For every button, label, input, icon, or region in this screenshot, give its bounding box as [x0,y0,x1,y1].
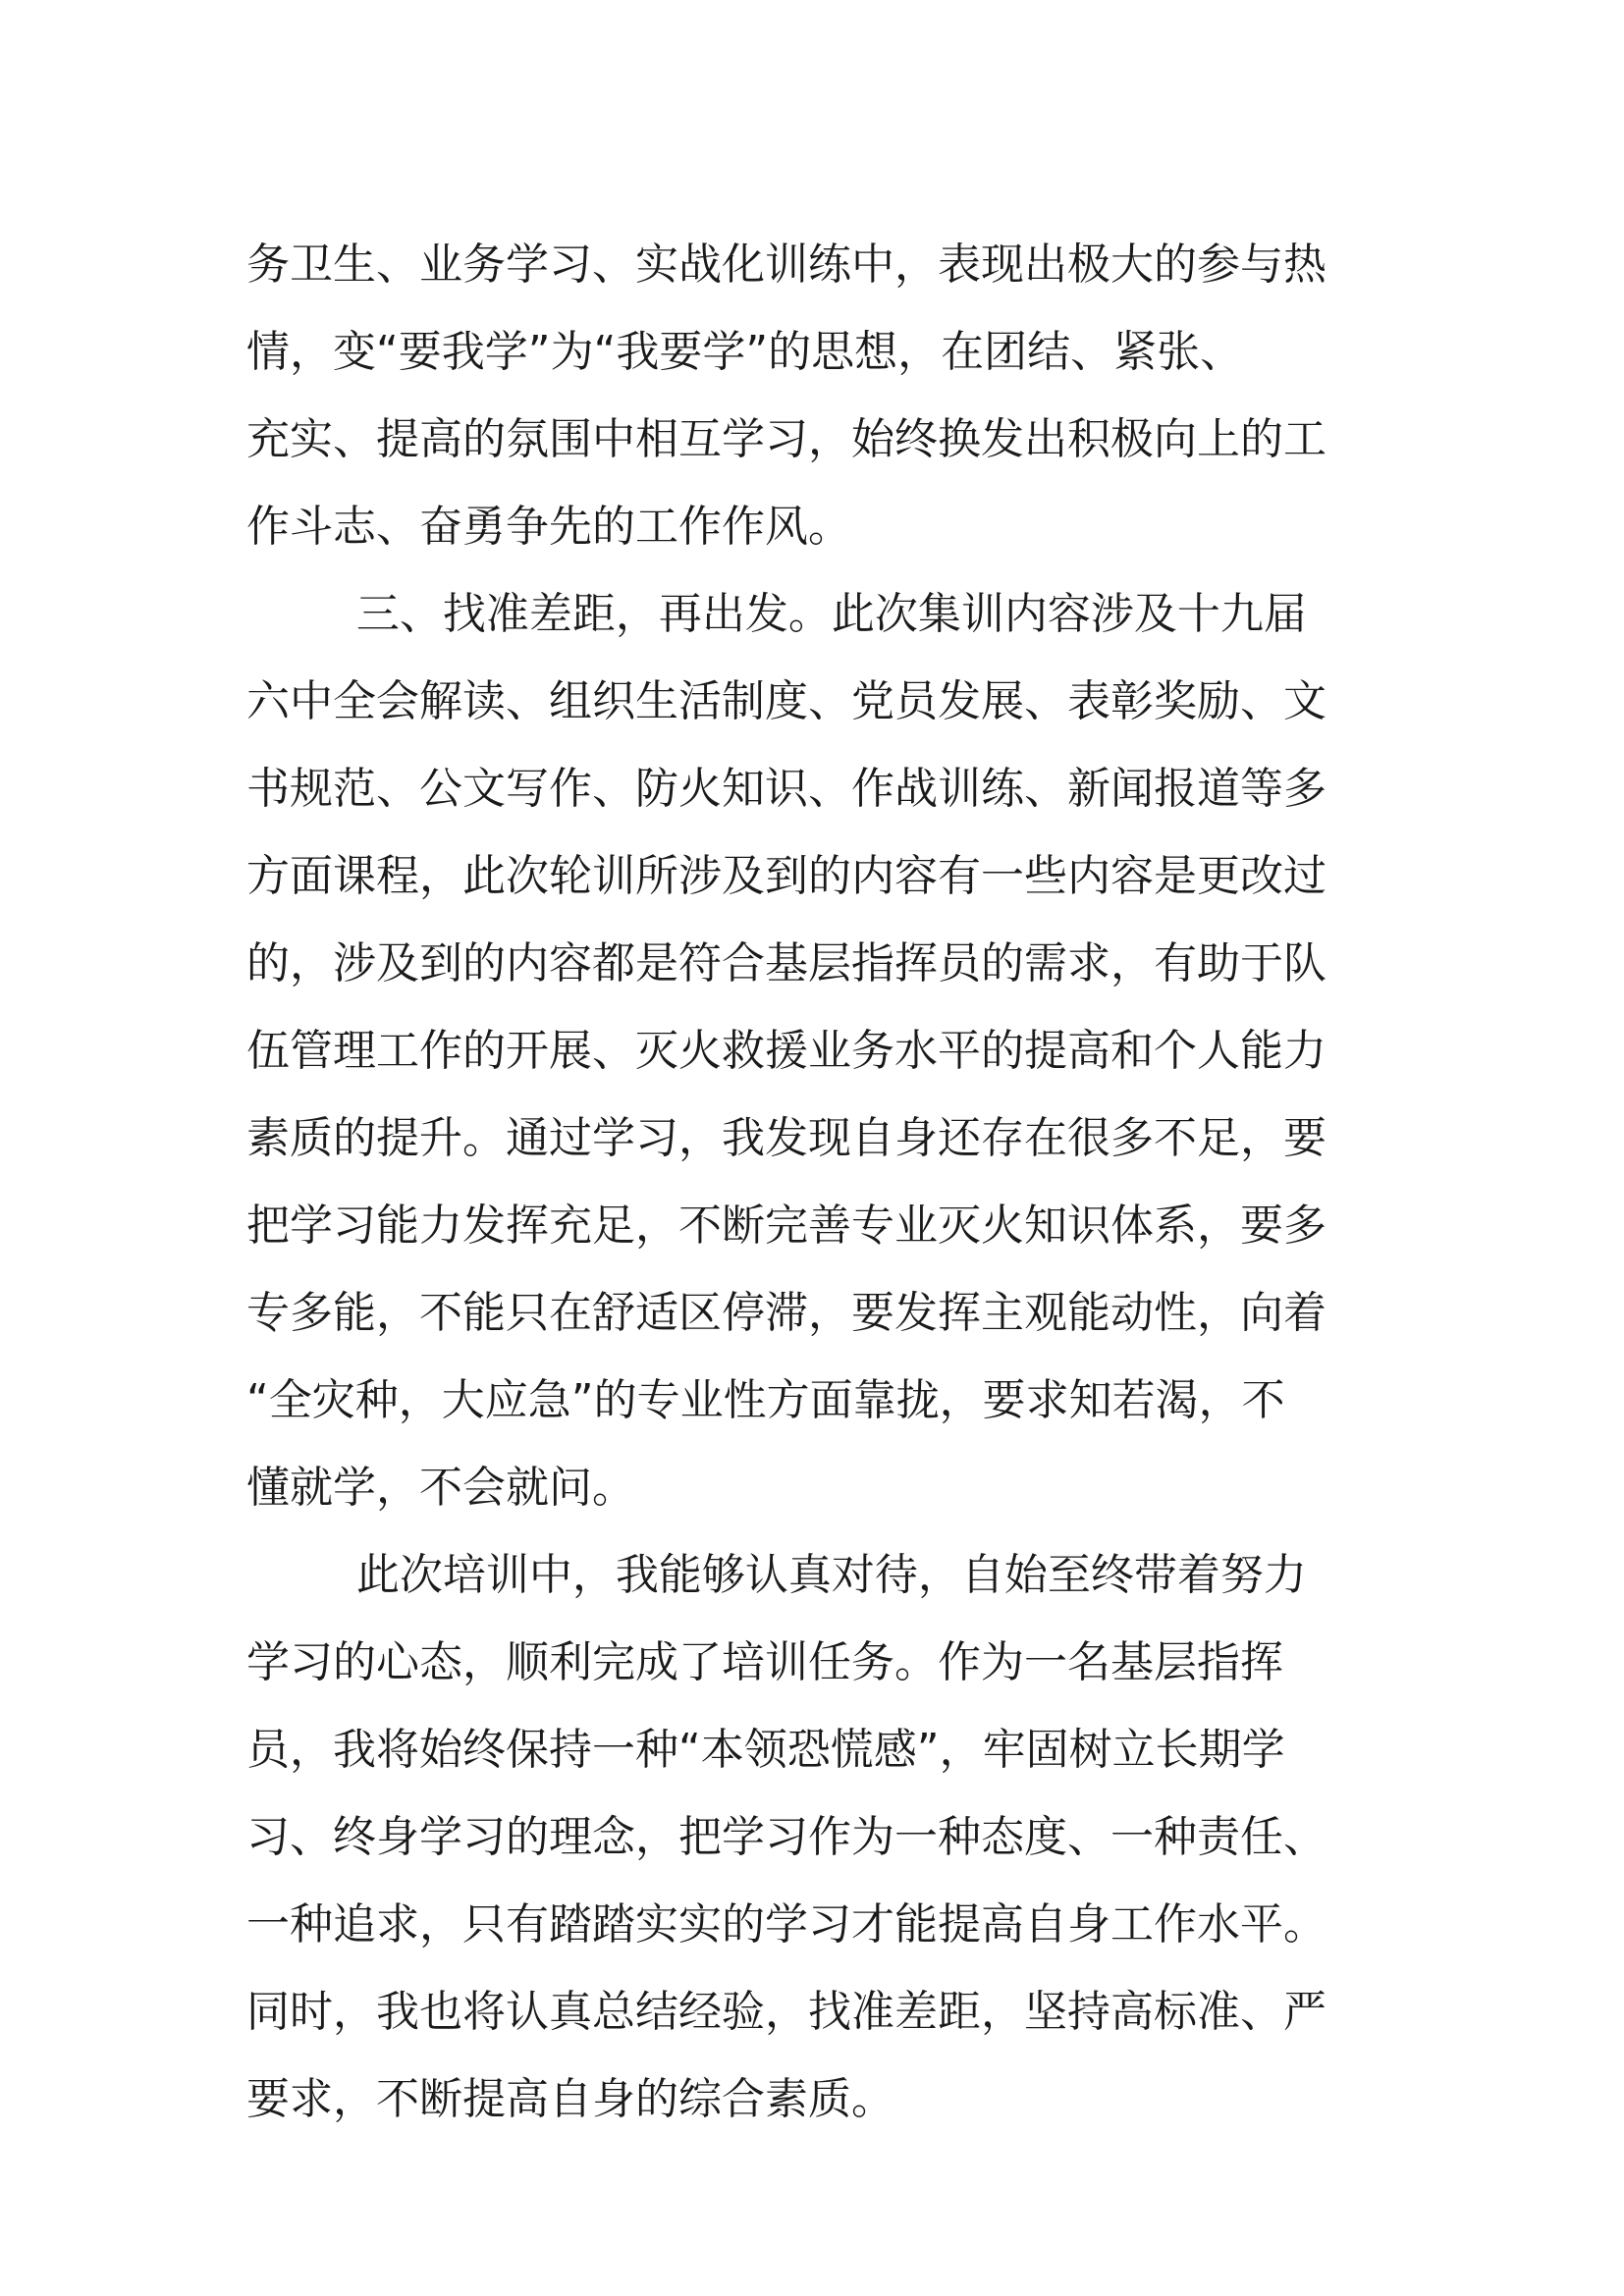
text-line: 懂就学，不会就问。 [246,1463,635,1513]
text-line: 要求，不断提高自身的综合素质。 [246,2074,894,2124]
text-line: 的，涉及到的内容都是符合基层指挥员的需求，有助于队 [246,938,1326,988]
text-line: 员，我将始终保持一种“本领恐慌感”，牢固树立长期学 [246,1725,1285,1775]
text-line: 素质的提升。通过学习，我发现自身还存在很多不足，要 [246,1113,1326,1163]
text-line: 把学习能力发挥充足，不断完善专业灭火知识体系，要多 [246,1201,1326,1251]
document-body [246,221,1366,2143]
text-line: 作斗志、奋勇争先的工作作风。 [246,502,851,552]
text-line: 伍管理工作的开展、灭火救援业务水平的提高和个人能力 [246,1026,1326,1076]
text-line: 此次培训中，我能够认真对待，自始至终带着努力 [246,1550,1307,1600]
paragraph-conclusion [246,1531,1366,2143]
text-line: 方面课程，此次轮训所涉及到的内容有一些内容是更改过 [246,851,1326,901]
text-line: 习、终身学习的理念，把学习作为一种态度、一种责任、 [246,1812,1326,1862]
text-line: 务卫生、业务学习、实战化训练中，表现出极大的参与热 [246,240,1326,290]
text-line: 同时，我也将认真总结经验，找准差距，坚持高标准、严 [246,1987,1326,2037]
paragraph-section-three [246,570,1366,1531]
text-line: 三、找准差距，再出发。此次集训内容涉及十九届 [246,589,1307,639]
text-line: “全灾种，大应急”的专业性方面靠拢，要求知若渴，不 [246,1375,1285,1425]
text-line: 一种追求，只有踏踏实实的学习才能提高自身工作水平。 [246,1899,1326,1949]
text-line: 情，变“要我学”为“我要学”的思想，在团结、紧张、 [246,327,1244,377]
text-line: 学习的心态，顺利完成了培训任务。作为一名基层指挥 [246,1637,1283,1687]
paragraph-continued [246,221,1366,570]
text-line: 充实、提高的氛围中相互学习，始终换发出积极向上的工 [246,414,1326,464]
text-line: 专多能，不能只在舒适区停滞，要发挥主观能动性，向着 [246,1288,1326,1338]
text-line: 书规范、公文写作、防火知识、作战训练、新闻报道等多 [246,764,1326,814]
text-line: 六中全会解读、组织生活制度、党员发展、表彰奖励、文 [246,676,1326,726]
